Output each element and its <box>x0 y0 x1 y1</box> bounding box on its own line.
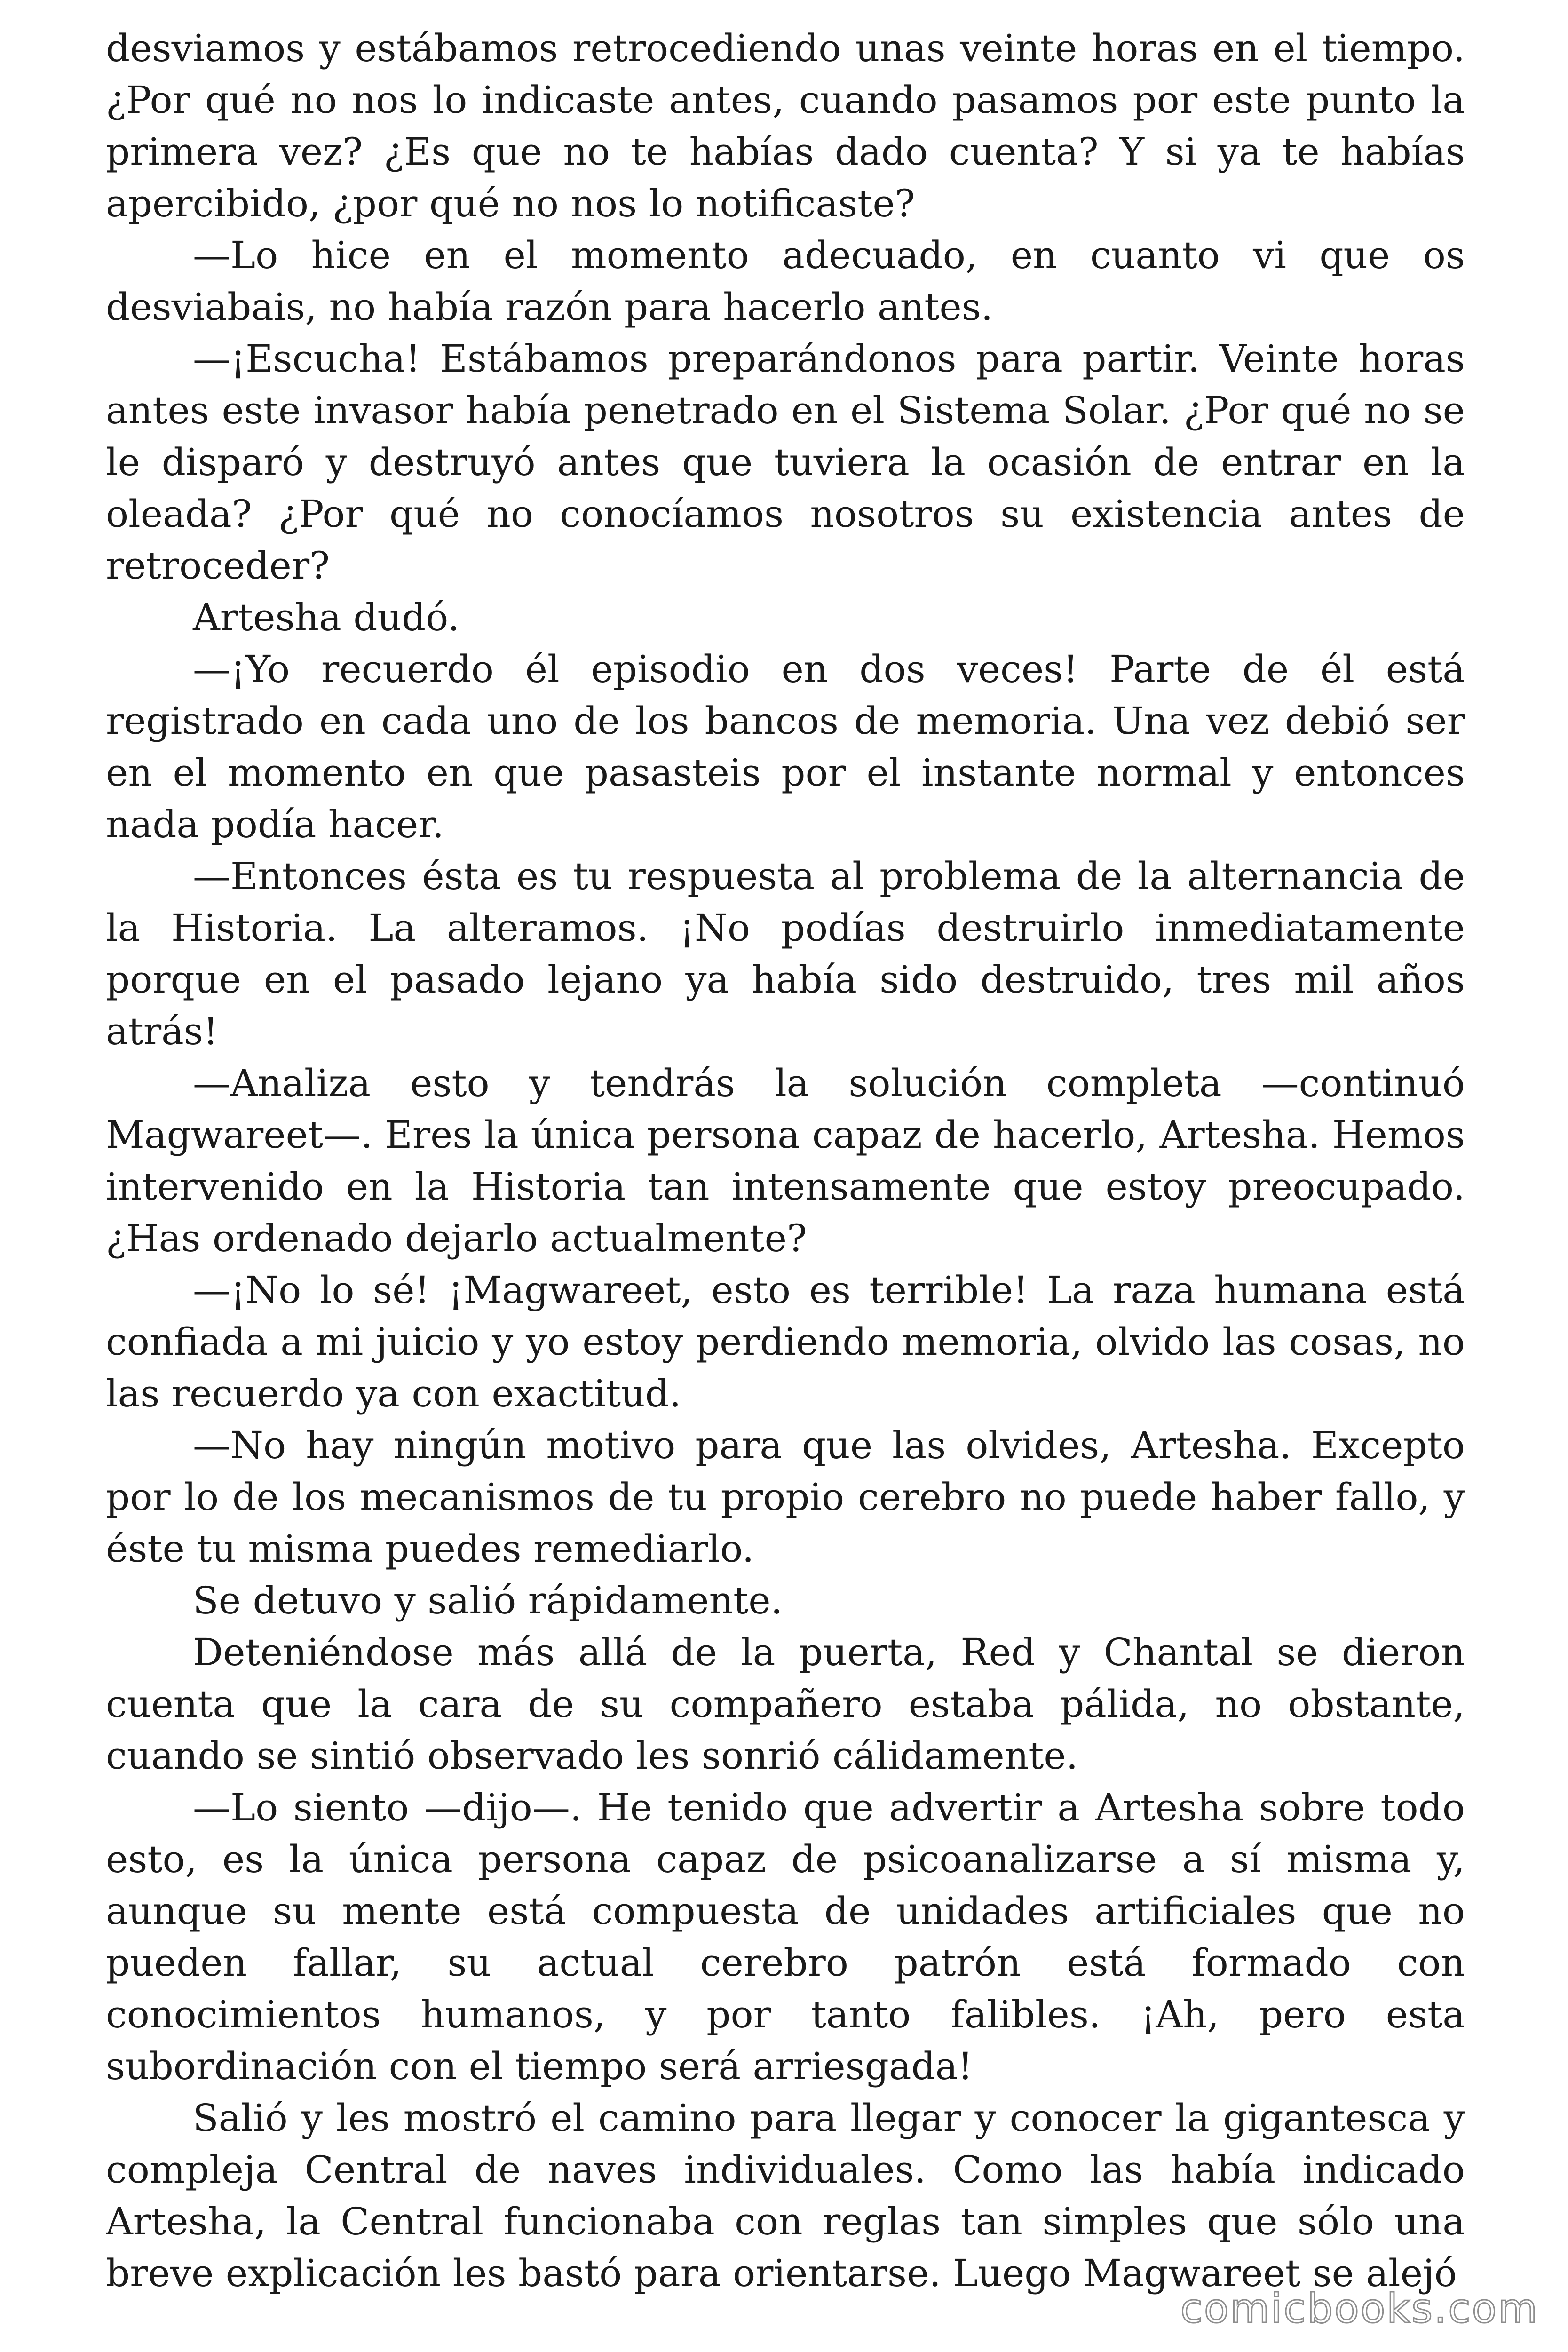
paragraph-1: desviamos y estábamos retrocediendo unas veinte horas en el tiempo. ¿Por qué no nos lo indicaste antes, cuando pasamos por este punto la primera vez? ¿Es que no te habías dado cuenta? Y si ya te habías apercibido, ¿por qué no nos lo notificaste? <box>106 26 1465 225</box>
paragraph-11: Deteniéndose más allá de la puerta, Red y Chantal se dieron cuenta que la cara de su compañero estaba pálida, no obstante, cuando se sintió observado les sonrió cálidamente. <box>106 1630 1465 1778</box>
paragraph-7: —Analiza esto y tendrás la solución completa —continuó Magwareet—. Eres la única persona capaz de hacerlo, Artesha. Hemos intervenido en la Historia tan intensamente que estoy preocupado. ¿Has ordenado dejarlo actualmente? <box>106 1061 1465 1260</box>
paragraph-5: —¡Yo recuerdo él episodio en dos veces! Parte de él está registrado en cada uno de los bancos de memoria. Una vez debió ser en el momento en que pasasteis por el instante normal y entonces nada podía hacer. <box>106 647 1465 846</box>
paragraph-8: —¡No lo sé! ¡Magwareet, esto es terrible! La raza humana está confiada a mi juicio y yo estoy perdiendo memoria, olvido las cosas, no las recuerdo ya con exactitud. <box>106 1268 1465 1415</box>
watermark: comicbooks.com <box>1180 2285 1539 2332</box>
paragraph-9: —No hay ningún motivo para que las olvides, Artesha. Excepto por lo de los mecanismos de tu propio cerebro no puede haber fallo, y éste tu misma puedes remediarlo. <box>106 1423 1465 1571</box>
paragraph-10: Se detuvo y salió rápidamente. <box>193 1579 783 1622</box>
paragraph-12: —Lo siento —dijo—. He tenido que advertir a Artesha sobre todo esto, es la única persona capaz de psicoanalizarse a sí misma y, aunque su mente está compuesta de unidades artificiales que no pueden fallar, su actual cerebro patrón está formado con conocimientos humanos, y por tanto falibles. ¡Ah, pero esta subordinación con el tiempo será arriesgada! <box>106 1786 1465 2088</box>
paragraph-13: Salió y les mostró el camino para llegar y conocer la gigantesca y compleja Central de naves individuales. Como las había indicado Artesha, la Central funcionaba con reglas tan simples que sólo una breve explicación les bastó para orientarse. Luego Magwareet se alejó <box>106 2096 1465 2295</box>
paragraph-2: —Lo hice en el momento adecuado, en cuanto vi que os desviabais, no había razón para hacerlo antes. <box>106 233 1465 329</box>
paragraph-6: —Entonces ésta es tu respuesta al problema de la alternancia de la Historia. La alteramos. ¡No podías destruirlo inmediatamente porque en el pasado lejano ya había sido destruido, tres mil años atrás! <box>106 854 1465 1053</box>
paragraph-4: Artesha dudó. <box>193 596 460 639</box>
book-page <box>106 23 1465 2328</box>
paragraph-3: —¡Escucha! Estábamos preparándonos para partir. Veinte horas antes este invasor había penetrado en el Sistema Solar. ¿Por qué no se le disparó y destruyó antes que tuviera la ocasión de entrar en la oleada? ¿Por qué no conocíamos nosotros su existencia antes de retroceder? <box>106 337 1465 588</box>
